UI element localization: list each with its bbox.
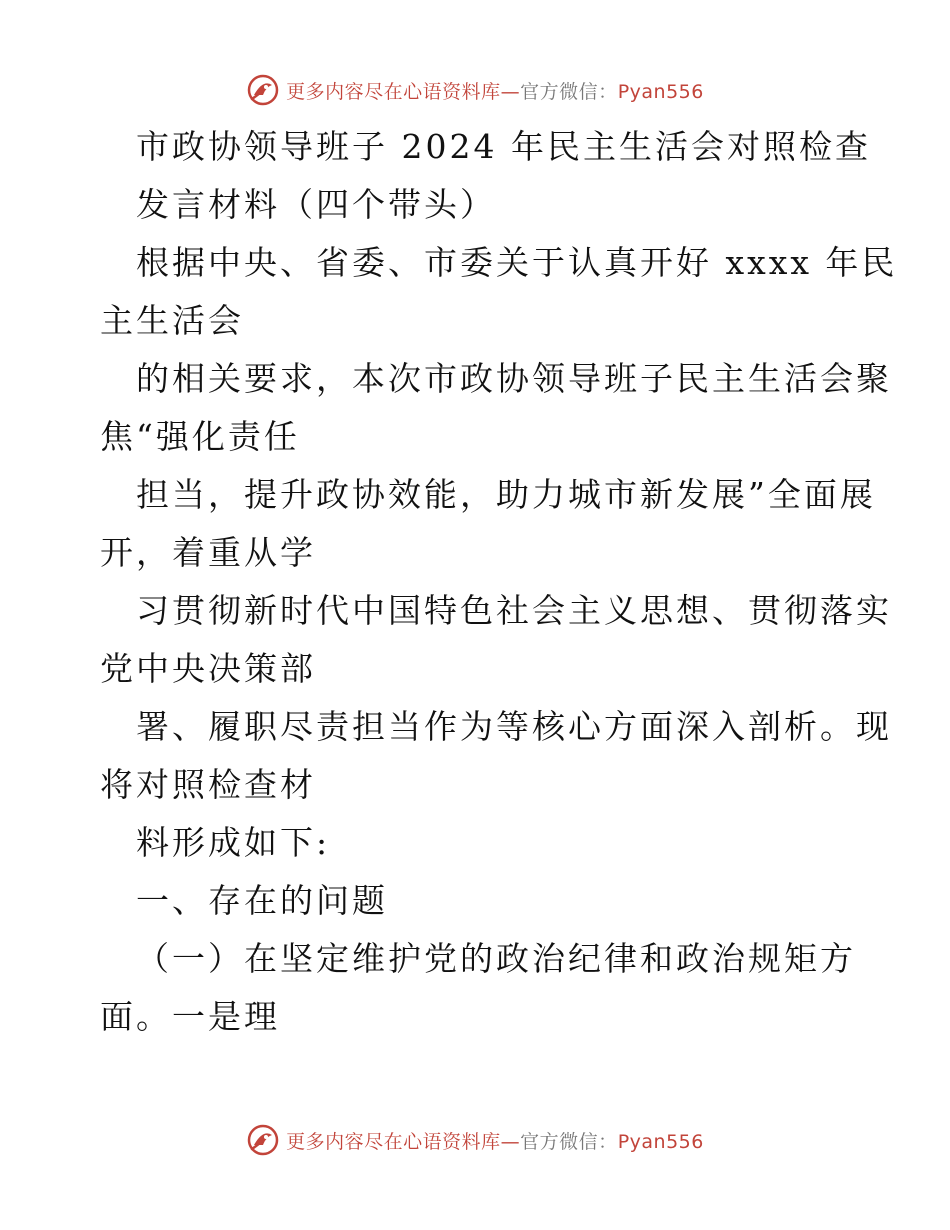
footer-watermark-banner xyxy=(0,1120,950,1160)
paragraph-line: 担当，提升政协效能，助力城市新发展”全面展 xyxy=(136,475,876,514)
pen-nib-logo-icon xyxy=(246,73,280,107)
paragraph-line: 党中央决策部 xyxy=(100,649,316,688)
header-account-label: 官方微信： xyxy=(520,80,618,103)
footer-account-label: 官方微信： xyxy=(520,1130,618,1153)
paragraph-line: 习贯彻新时代中国特色社会主义思想、贯彻落实 xyxy=(136,591,892,630)
paragraph-line: 根据中央、省委、市委关于认真开好 xxxx 年民 xyxy=(136,243,898,282)
paragraph-line: 署、履职尽责担当作为等核心方面深入剖析。现 xyxy=(136,707,892,746)
paragraph-line: 的相关要求，本次市政协领导班子民主生活会聚 xyxy=(136,359,892,398)
paragraph-line: 主生活会 xyxy=(100,301,244,340)
subsection-heading: （一）在坚定维护党的政治纪律和政治规矩方 xyxy=(136,939,856,978)
footer-site-text: 更多内容尽在心语资料库 xyxy=(286,1130,501,1153)
paragraph-line: 开，着重从学 xyxy=(100,533,316,572)
title-line-2: 发言材料（四个带头） xyxy=(136,185,496,224)
pen-nib-logo-icon xyxy=(246,1123,280,1157)
header-account-id: Pyan556 xyxy=(617,80,704,103)
header-watermark-text xyxy=(286,77,704,104)
header-watermark-banner xyxy=(0,70,950,110)
section-heading: 一、存在的问题 xyxy=(136,881,388,920)
title-line-1: 市政协领导班子 2024 年民主生活会对照检查 xyxy=(136,127,871,166)
footer-dash: — xyxy=(500,1130,521,1153)
footer-watermark-text xyxy=(286,1127,704,1154)
footer-watermark xyxy=(246,1123,704,1157)
header-dash: — xyxy=(500,80,521,103)
paragraph-line: 面。一是理 xyxy=(100,997,280,1036)
header-site-text: 更多内容尽在心语资料库 xyxy=(286,80,501,103)
paragraph-line: 将对照检查材 xyxy=(100,765,316,804)
footer-account-id: Pyan556 xyxy=(617,1130,704,1153)
paragraph-line: 料形成如下: xyxy=(136,823,331,862)
document-body xyxy=(100,118,898,1046)
paragraph-line: 焦“强化责任 xyxy=(100,417,300,456)
header-watermark xyxy=(246,73,704,107)
